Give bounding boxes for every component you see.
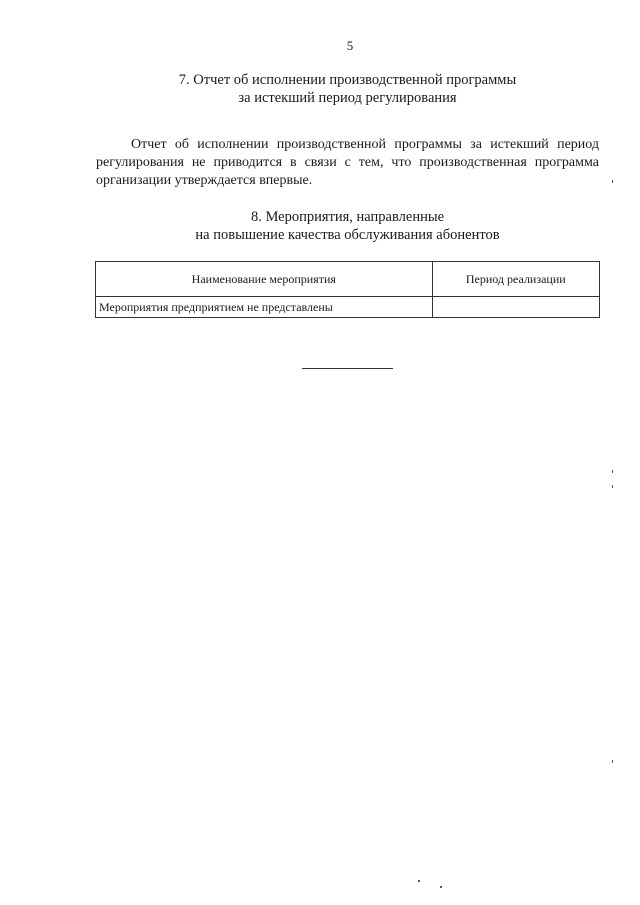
table-cell-period — [432, 297, 599, 318]
scan-speck — [418, 880, 420, 882]
column-header-event-name: Наименование мероприятия — [96, 262, 433, 297]
section-8-heading-line: на повышение качества обслуживания абонентов — [195, 227, 500, 243]
column-header-period: Период реализации — [432, 262, 599, 297]
table-header-row — [96, 262, 600, 297]
page-number: 5 — [346, 38, 354, 53]
section-7-paragraph: Отчет об исполнении производственной программы за истекший период регулирования не приводится в связи с тем, что производственная программа организации утверждается впервые. — [96, 137, 599, 188]
section-7-heading — [95, 71, 600, 107]
end-of-document-rule — [302, 368, 393, 369]
section-7-heading-line: 7. Отчет об исполнении производственной программы — [178, 72, 517, 88]
scan-speck — [440, 886, 442, 888]
scan-speck — [612, 470, 613, 473]
scan-speck — [612, 485, 613, 488]
scan-speck — [612, 180, 613, 183]
section-8-heading-line: 8. Мероприятия, направленные — [250, 209, 445, 225]
events-table — [95, 261, 600, 318]
table-cell-event-name: Мероприятия предприятием не представлены — [96, 297, 433, 318]
scan-speck — [612, 760, 613, 763]
section-8-heading — [95, 208, 600, 244]
section-7-heading-line: за истекший период регулирования — [238, 90, 457, 106]
table-row — [96, 297, 600, 318]
